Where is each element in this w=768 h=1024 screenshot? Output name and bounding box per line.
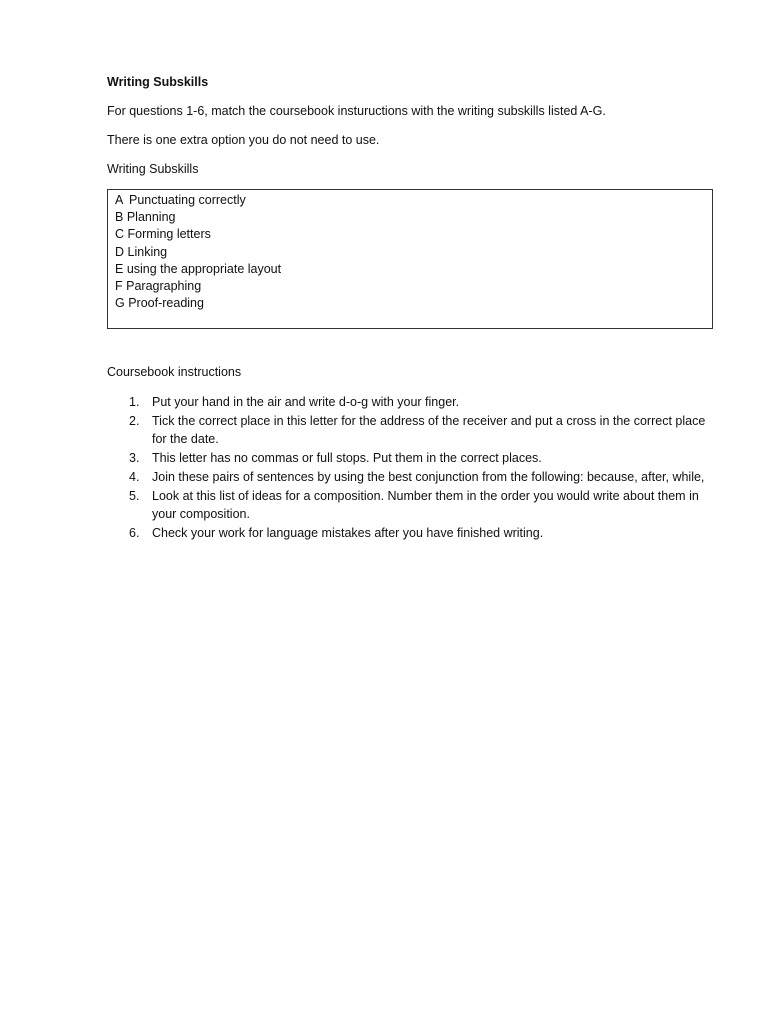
extra-option-note: There is one extra option you do not need to use.: [107, 133, 380, 147]
instruction-text: Check your work for language mistakes after you have finished writing.: [152, 525, 544, 540]
option-letter: B: [115, 210, 124, 225]
option-text: Planning: [126, 210, 176, 225]
list-item: [107, 524, 727, 543]
instruction-number: 3.: [129, 451, 140, 466]
task-instructions: For questions 1-6, match the coursebook instuructions with the writing subskills listed A-G.: [107, 104, 606, 118]
instruction-text: Put your hand in the air and write d-o-g with your finger.: [152, 395, 460, 409]
list-item: [107, 449, 727, 468]
option-text: Forming letters: [127, 227, 211, 242]
option-b: [115, 209, 712, 226]
option-text: Proof-reading: [128, 296, 204, 311]
option-letter: F: [115, 278, 123, 293]
instruction-number: 2.: [129, 413, 140, 428]
option-text: Punctuating correctly: [129, 193, 246, 207]
instruction-text: Join these pairs of sentences by using the best conjunction from the following: because, after, while,: [152, 469, 705, 484]
option-text: Paragraphing: [126, 278, 202, 293]
list-item: [107, 487, 727, 524]
instruction-number: 1.: [129, 395, 140, 409]
option-g: [115, 295, 712, 312]
list-item: [107, 412, 727, 449]
option-text: using the appropriate layout: [126, 261, 282, 276]
option-e: [115, 261, 712, 278]
instruction-text: Look at this list of ideas for a composition. Number them in the order you would write about them in your composition.: [152, 488, 699, 522]
instruction-number: 6.: [129, 525, 140, 540]
option-text: Linking: [127, 244, 168, 259]
instruction-number: 4.: [129, 469, 140, 484]
list-item: [107, 393, 727, 412]
option-letter: E: [115, 261, 124, 276]
subskills-options-box: [107, 189, 713, 329]
options-heading: Writing Subskills: [107, 162, 199, 176]
option-letter: C: [115, 227, 125, 242]
list-item: [107, 468, 727, 487]
page-title: Writing Subskills: [107, 75, 209, 89]
instructions-heading: Coursebook instructions: [107, 365, 242, 379]
option-a: [115, 192, 712, 209]
instruction-number: 5.: [129, 488, 140, 503]
instruction-text: Tick the correct place in this letter for the address of the receiver and put a cross in the correct place for the date.: [152, 413, 706, 447]
option-d: [115, 244, 712, 261]
option-c: [115, 226, 712, 243]
instruction-text: This letter has no commas or full stops. Put them in the correct places.: [152, 451, 542, 466]
option-letter: G: [115, 296, 125, 311]
option-f: [115, 278, 712, 295]
option-letter: D: [115, 244, 125, 259]
option-letter: A: [115, 193, 124, 207]
instruction-list: [107, 393, 727, 543]
